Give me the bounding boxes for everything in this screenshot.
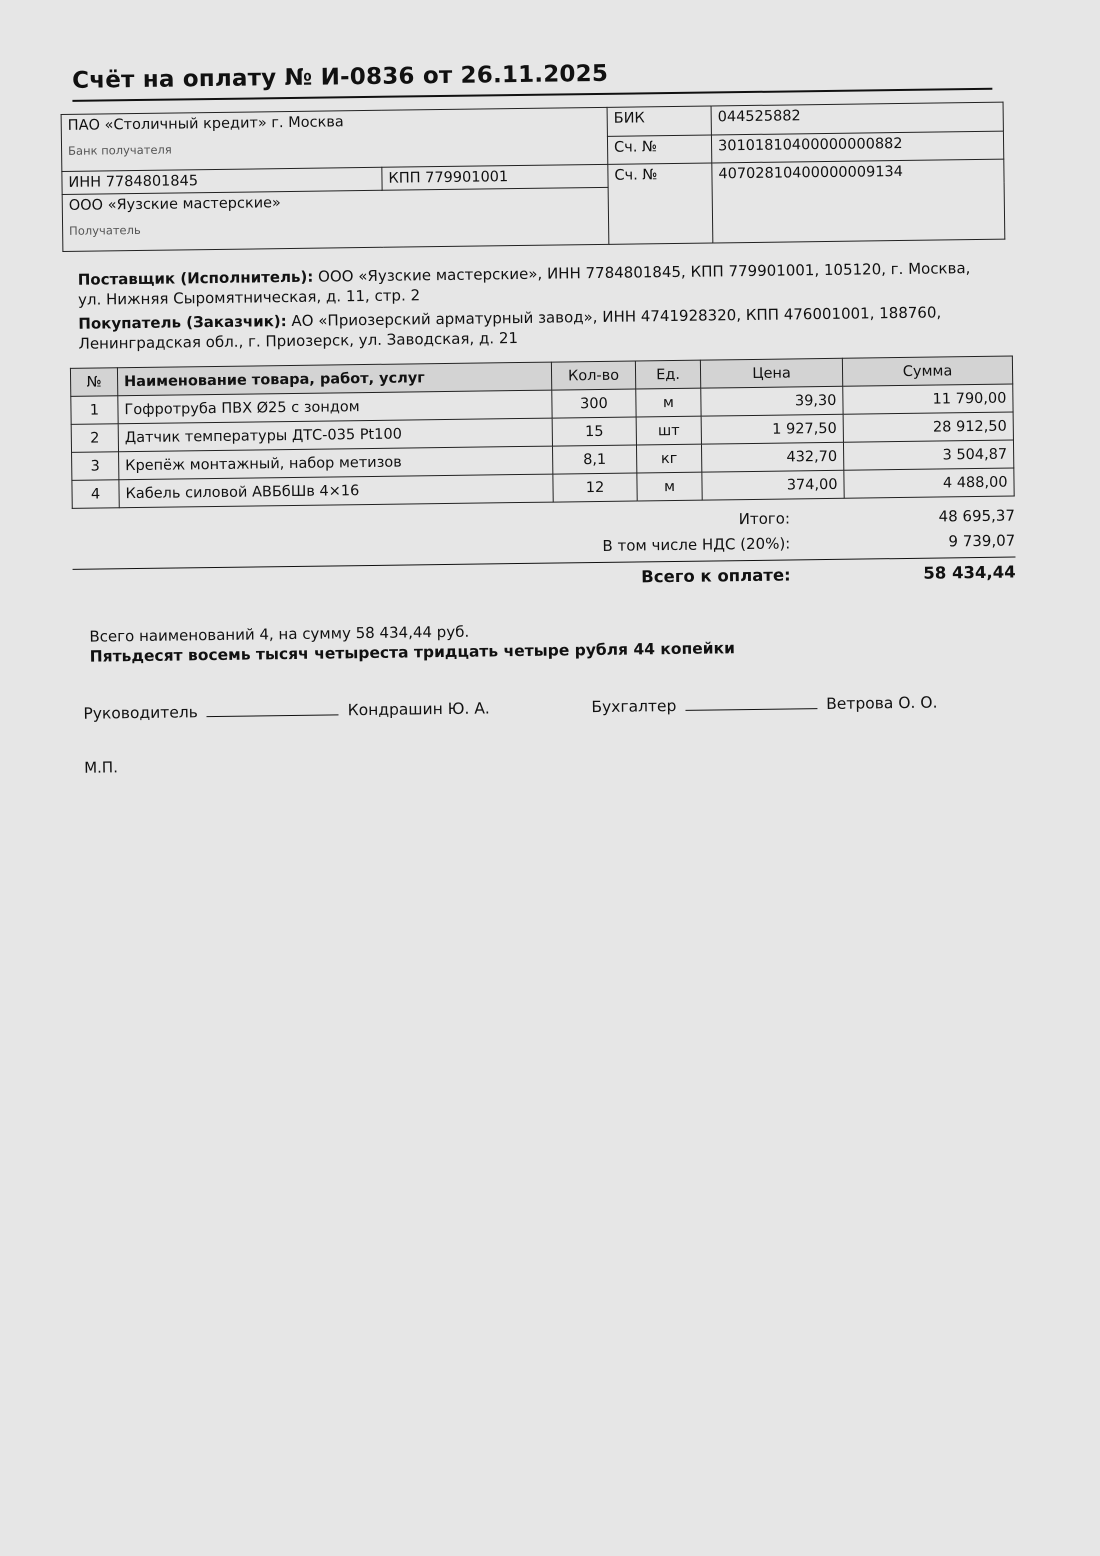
row-price: 1 927,50	[701, 414, 843, 444]
col-header-qty: Кол-во	[551, 361, 635, 390]
head-signature	[83, 696, 591, 723]
invoice-sheet	[60, 55, 1024, 776]
totals-block	[72, 503, 1016, 597]
bank-details-table	[61, 102, 1006, 252]
accountant-signature	[591, 692, 937, 717]
items-table	[70, 356, 1015, 509]
row-qty: 15	[552, 417, 636, 446]
row-unit: шт	[636, 416, 701, 445]
row-price: 432,70	[701, 442, 843, 472]
row-number: 2	[71, 424, 118, 453]
row-unit: м	[637, 472, 702, 501]
recipient-inn: ИНН 7784801845	[62, 167, 382, 194]
buyer-label: Покупатель (Заказчик):	[78, 312, 287, 333]
recipient-name: ООО «Яузские мастерские»	[68, 195, 281, 214]
supplier-text: ООО «Яузские мастерские», ИНН 7784801845, КПП 779901001, 105120, г. Москва, ул. Нижняя Сыромятническая, д. 11, стр. 2	[77, 259, 971, 309]
accountant-signature-line	[685, 693, 817, 711]
recipient-cell	[62, 187, 609, 251]
items-count-line: Всего наименований 4, на сумму 58 434,44 руб.	[89, 622, 470, 646]
col-header-number: №	[70, 368, 117, 397]
bank-name-caption: Банк получателя	[67, 142, 172, 158]
amount-summary	[89, 614, 1022, 666]
col-header-price: Цена	[700, 358, 842, 388]
parties-block	[78, 258, 999, 354]
head-name: Кондрашин Ю. А.	[347, 699, 490, 720]
account-value: 40702810400000009134	[712, 159, 1005, 243]
bank-name: ПАО «Столичный кредит» г. Москва	[67, 114, 344, 134]
vat-label: В том числе НДС (20%):	[602, 533, 791, 555]
row-unit: кг	[636, 444, 701, 473]
buyer-line	[78, 302, 998, 354]
head-label: Руководитель	[83, 703, 198, 723]
recipient-caption: Получатель	[69, 222, 141, 238]
supplier-line	[78, 258, 998, 310]
row-item-name: Крепёж монтажный, набор метизов	[119, 446, 553, 480]
signatures-block	[83, 690, 1023, 722]
vat-value: 9 739,07	[948, 531, 1016, 550]
account-label: Сч. №	[608, 163, 713, 244]
subtotal-value: 48 695,37	[938, 506, 1016, 526]
stamp-placeholder: М.П.	[84, 758, 119, 777]
bik-label: БИК	[607, 106, 711, 136]
accountant-label: Бухгалтер	[591, 696, 677, 717]
bik-value: 044525882	[711, 102, 1003, 134]
row-item-name: Кабель силовой АВБбШв 4×16	[119, 474, 553, 508]
row-sum: 11 790,00	[843, 384, 1013, 414]
head-signature-line	[207, 699, 339, 717]
grand-total-label: Всего к оплате:	[641, 565, 791, 587]
grand-total-value: 58 434,44	[923, 562, 1016, 583]
row-qty: 12	[553, 473, 637, 502]
row-price: 374,00	[702, 470, 844, 500]
buyer-text: АО «Приозерский арматурный завод», ИНН 4741928320, КПП 476001001, 188760, Ленинградская обл., г. Приозерск, ул. Заводская, д. 21	[78, 303, 942, 353]
row-qty: 300	[552, 389, 636, 418]
col-header-unit: Ед.	[635, 360, 700, 389]
row-number: 1	[71, 396, 118, 425]
amount-in-words: Пятьдесят восемь тысяч четыреста тридцать четыре рубля 44 копейки	[89, 639, 736, 666]
row-sum: 3 504,87	[843, 440, 1013, 470]
supplier-label: Поставщик (Исполнитель):	[77, 267, 314, 289]
row-number: 3	[72, 452, 119, 481]
row-sum: 28 912,50	[843, 412, 1013, 442]
corr-account-label: Сч. №	[607, 134, 711, 164]
col-header-name: Наименование товара, работ, услуг	[117, 362, 551, 396]
row-number: 4	[72, 480, 119, 509]
row-qty: 8,1	[552, 445, 636, 474]
invoice-title: Счёт на оплату № И-0836 от 26.11.2025	[72, 56, 992, 102]
row-unit: м	[636, 388, 701, 417]
row-item-name: Датчик температуры ДТС-035 Pt100	[118, 418, 552, 452]
subtotal-label: Итого:	[738, 508, 791, 528]
row-sum: 4 488,00	[844, 468, 1014, 498]
row-item-name: Гофротруба ПВХ Ø25 с зондом	[118, 390, 552, 424]
col-header-sum: Сумма	[842, 356, 1012, 386]
row-price: 39,30	[701, 386, 843, 416]
recipient-kpp: КПП 779901001	[382, 164, 608, 190]
bank-name-cell	[61, 107, 608, 171]
accountant-name: Ветрова О. О.	[826, 693, 938, 714]
corr-account-value: 30101810400000000882	[711, 131, 1003, 163]
